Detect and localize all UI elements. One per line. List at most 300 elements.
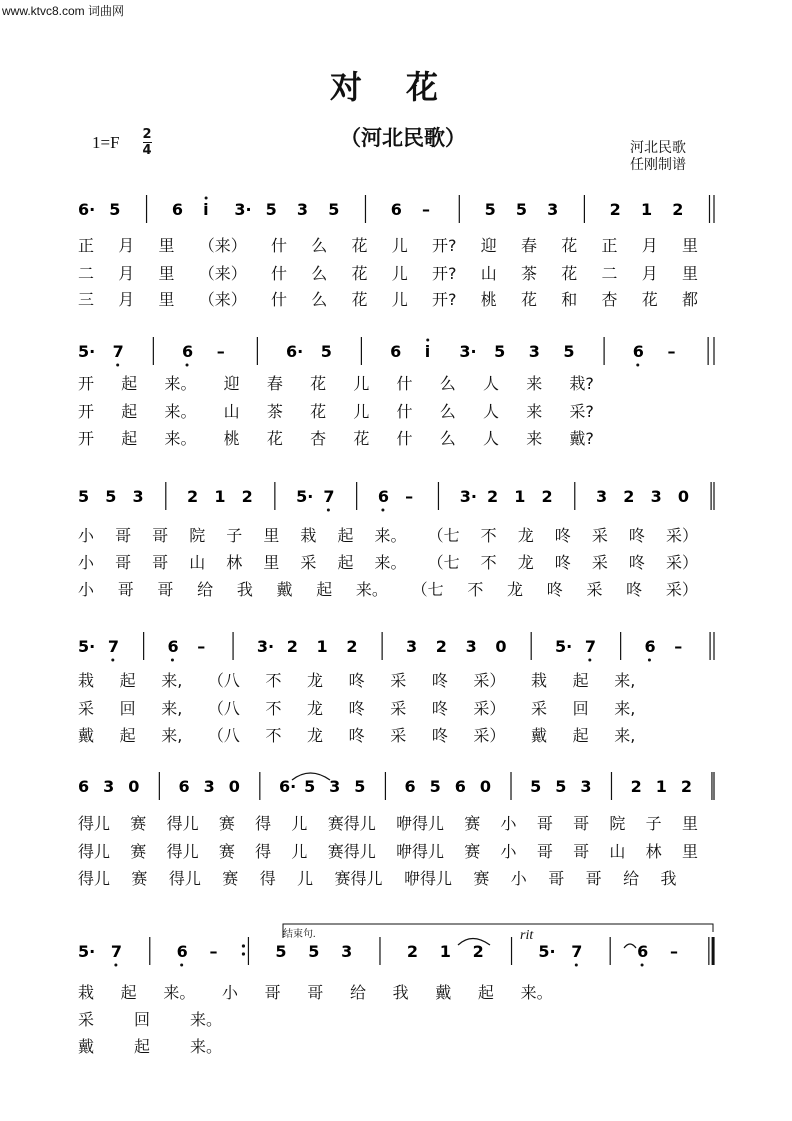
lyric-syllable: 来, (161, 671, 183, 690)
lyric-syllable: 来。 (189, 1010, 222, 1029)
lyric-syllable: 里 (263, 526, 280, 545)
note: i (203, 200, 209, 219)
key-signature: 1=F (92, 133, 120, 152)
lyric-syllable: 采 (390, 699, 407, 718)
lyric-syllable: 赛得儿 (334, 869, 383, 888)
lyric-syllable: 采） (665, 580, 698, 599)
lyric-syllable: 给 (623, 869, 640, 888)
lyric-syllable: 花 (310, 374, 327, 393)
lyric-syllable: 月 (118, 264, 135, 283)
lyric-syllable: 来, (614, 699, 636, 718)
lyric-syllable: 得儿 (78, 869, 111, 888)
lyric-syllable: 我 (392, 983, 409, 1002)
lyric-syllable: 月 (641, 264, 658, 283)
note: 3 (329, 777, 341, 796)
lyric-syllable: 子 (226, 526, 243, 545)
note: 5 (265, 200, 277, 219)
lyric-syllable: 哥 (117, 580, 134, 599)
note: 1 (640, 200, 653, 219)
lyric-line (78, 811, 698, 834)
lyric-syllable: 花 (266, 429, 283, 448)
note: 3 (132, 487, 144, 506)
lyric-syllable: 小 (221, 983, 238, 1002)
lyric-syllable: 来 (526, 402, 543, 421)
lyric-syllable: 咚 (431, 699, 448, 718)
lyric-syllable: 咚 (348, 699, 365, 718)
note: 6 (390, 342, 402, 361)
lyric-syllable: 采） (473, 699, 506, 718)
lyric-syllable: 咚 (626, 580, 643, 599)
note: 5 (530, 777, 542, 796)
lyric-syllable: 来。 (189, 1037, 222, 1056)
lyric-syllable: 来。 (163, 983, 196, 1002)
note: 0 (495, 637, 507, 656)
note: – (216, 342, 225, 361)
note: – (197, 637, 206, 656)
lyric-syllable: 儿 (391, 264, 408, 283)
note: 6 (182, 342, 194, 361)
lyric-syllable: 戴? (569, 429, 594, 448)
song-subtitle: （河北民歌） (340, 126, 466, 150)
lyric-syllable: 花 (561, 264, 578, 283)
lyric-syllable: 里 (158, 290, 175, 309)
site-watermark: www.ktvc8.com 词曲网 (2, 4, 125, 18)
note: 1 (316, 637, 328, 656)
octave-dot-low (588, 659, 591, 662)
lyric-syllable: 迎 (480, 236, 497, 255)
note: 6 (404, 777, 416, 796)
lyric-syllable: 二 (78, 264, 95, 283)
lyric-syllable: 么 (439, 429, 456, 448)
lyric-syllable: 么 (311, 236, 328, 255)
lyric-syllable: 起 (120, 983, 137, 1002)
note: 2 (472, 942, 484, 961)
lyric-syllable: 什 (271, 290, 288, 309)
note: 6 (176, 942, 188, 961)
lyric-syllable: 赛得儿 (327, 842, 376, 861)
lyric-syllable: （七 (411, 580, 444, 599)
lyric-syllable: 迎 (223, 374, 240, 393)
note: 3· (256, 637, 275, 656)
lyric-syllable: 采） (665, 526, 698, 545)
lyric-syllable: 哥 (152, 526, 169, 545)
lyric-syllable: 采） (473, 726, 506, 745)
lyric-syllable: 小 (78, 580, 95, 599)
lyric-syllable: 赛 (218, 814, 235, 833)
lyric-syllable: 林 (645, 842, 662, 861)
lyric-syllable: 采 (390, 726, 407, 745)
lyric-syllable: 咚 (546, 580, 563, 599)
lyric-syllable: 采 (300, 553, 317, 572)
lyric-syllable: 杏 (310, 429, 327, 448)
lyric-syllable: 赛得儿 (327, 814, 376, 833)
lyric-syllable: 山 (223, 402, 240, 421)
lyric-syllable: 小 (500, 842, 517, 861)
lyric-syllable: 来。 (355, 580, 388, 599)
lyric-syllable: 不 (265, 671, 282, 690)
lyric-syllable: 花 (310, 402, 327, 421)
note: 0 (479, 777, 492, 796)
repeat-dot (242, 952, 245, 955)
lyric-syllable: 春 (266, 374, 283, 393)
lyric-syllable: 龙 (517, 526, 534, 545)
lyric-syllable: 咚 (554, 553, 571, 572)
lyric-syllable: 哥 (536, 842, 553, 861)
note: 1 (214, 487, 226, 506)
lyric-syllable: 采） (665, 553, 698, 572)
lyric-syllable: 哥 (115, 553, 132, 572)
note: 1 (439, 942, 451, 961)
lyric-syllable: 咚 (628, 553, 645, 572)
lyric-syllable: 山 (609, 842, 626, 861)
lyric-line (78, 723, 635, 746)
octave-dot-low (116, 364, 119, 367)
lyric-syllable: 咚 (431, 671, 448, 690)
note: 7 (107, 637, 119, 656)
lyric-syllable: 戴 (531, 726, 548, 745)
lyric-syllable: 开? (432, 236, 457, 255)
note: 5 (275, 942, 287, 961)
note: 7 (112, 342, 124, 361)
lyric-syllable: 小 (78, 553, 95, 572)
note: 7 (323, 487, 335, 506)
note: 2 (630, 777, 642, 796)
note: – (422, 200, 431, 219)
lyric-line (78, 287, 698, 310)
note: 0 (128, 777, 140, 796)
note: i (424, 342, 431, 361)
lyric-syllable: 开? (432, 264, 457, 283)
lyric-syllable: 来。 (374, 526, 407, 545)
lyric-line (78, 866, 677, 889)
lyric-syllable: 儿 (297, 869, 314, 888)
note: 5 (109, 200, 121, 219)
note: 6 (454, 777, 466, 796)
ritardando-mark: rit (520, 928, 534, 943)
lyric-syllable: 院 (609, 814, 626, 833)
lyric-syllable: 起 (477, 983, 494, 1002)
lyric-line (78, 696, 635, 719)
lyric-syllable: 儿 (353, 402, 370, 421)
lyric-syllable: 都 (681, 290, 698, 309)
ending-label: 结束句. (283, 929, 316, 940)
note: – (209, 942, 218, 961)
note: 5· (296, 487, 314, 506)
lyric-syllable: 赛 (473, 869, 490, 888)
note: 7 (584, 637, 596, 656)
lyric-syllable: 山 (480, 264, 497, 283)
note: – (674, 637, 683, 656)
lyric-syllable: 得 (259, 869, 276, 888)
lyric-syllable: 哥 (307, 983, 324, 1002)
lyric-syllable: 栽 (300, 526, 317, 545)
lyric-syllable: 不 (480, 526, 497, 545)
lyric-syllable: 什 (396, 402, 413, 421)
note: 2 (187, 487, 199, 506)
lyric-syllable: 龙 (507, 580, 524, 599)
lyric-syllable: 咿得儿 (403, 869, 452, 888)
ending-bracket (283, 924, 713, 938)
lyric-syllable: 咚 (348, 726, 365, 745)
note: 2 (486, 487, 499, 506)
lyric-syllable: 回 (572, 699, 589, 718)
lyric-syllable: 院 (189, 526, 206, 545)
lyric-syllable: 么 (311, 264, 328, 283)
note: 5 (78, 487, 90, 506)
lyric-syllable: 来。 (374, 553, 407, 572)
lyric-syllable: 什 (271, 264, 288, 283)
lyric-syllable: 回 (133, 1010, 150, 1029)
lyric-syllable: 儿 (391, 236, 408, 255)
lyric-syllable: 得儿 (78, 814, 111, 833)
lyric-syllable: 山 (189, 553, 206, 572)
lyric-syllable: 赛 (130, 842, 147, 861)
note: 3 (203, 777, 215, 796)
fermata (624, 944, 636, 948)
lyric-syllable: 花 (520, 290, 537, 309)
note: 6· (278, 777, 297, 796)
lyric-syllable: 来。 (164, 374, 197, 393)
lyric-syllable: （七 (427, 526, 460, 545)
lyric-syllable: 来, (161, 699, 183, 718)
lyric-syllable: 三 (78, 290, 95, 309)
lyric-syllable: 哥 (264, 983, 281, 1002)
lyric-syllable: 花 (353, 429, 370, 448)
octave-dot-low (111, 659, 114, 662)
lyric-syllable: 里 (158, 236, 175, 255)
lyric-line (78, 426, 594, 449)
time-signature-bottom: 4 (142, 143, 152, 158)
lyric-syllable: 哥 (152, 553, 169, 572)
lyric-syllable: 得儿 (168, 869, 201, 888)
lyric-syllable: 起 (119, 671, 136, 690)
note: 3 (580, 777, 592, 796)
lyric-syllable: 不 (265, 699, 282, 718)
lyric-syllable: 来, (614, 726, 636, 745)
lyric-syllable: 起 (121, 374, 138, 393)
note: 5· (78, 637, 96, 656)
note: 7 (571, 942, 583, 961)
lyric-syllable: 花 (561, 236, 578, 255)
lyric-syllable: 花 (351, 264, 368, 283)
lyric-line (78, 1034, 222, 1057)
lyric-syllable: 么 (439, 374, 456, 393)
note: 6· (78, 200, 96, 219)
note: 5 (429, 777, 441, 796)
lyric-syllable: 人 (482, 429, 499, 448)
note: 6 (377, 487, 390, 506)
lyric-syllable: 采 (591, 553, 608, 572)
note: 5 (354, 777, 366, 796)
octave-dot-low (381, 509, 384, 512)
note: 5 (484, 200, 496, 219)
note: 3 (596, 487, 608, 506)
lyric-syllable: 不 (480, 553, 497, 572)
note: 6 (167, 637, 179, 656)
note: 3 (465, 637, 477, 656)
note: 2 (623, 487, 635, 506)
lyric-syllable: 来。 (520, 983, 553, 1002)
note: 3 (103, 777, 115, 796)
note: 6 (78, 777, 90, 796)
lyric-syllable: 开? (432, 290, 457, 309)
note: 3 (528, 342, 540, 361)
lyric-syllable: （来） (198, 290, 247, 309)
lyric-syllable: 不 (467, 580, 484, 599)
octave-dot-high (205, 197, 208, 200)
lyric-syllable: 采 (78, 1010, 95, 1029)
lyric-syllable: 哥 (157, 580, 174, 599)
lyric-syllable: 开 (78, 402, 95, 421)
lyric-syllable: 给 (349, 983, 366, 1002)
note: 6 (390, 200, 402, 219)
lyric-syllable: 人 (482, 402, 499, 421)
note: 6 (637, 942, 649, 961)
note: 2 (406, 942, 419, 961)
lyric-syllable: 采? (569, 402, 594, 421)
note: 2 (672, 200, 684, 219)
lyric-syllable: 栽 (531, 671, 548, 690)
note: 5 (515, 200, 527, 219)
lyric-syllable: 得儿 (166, 814, 199, 833)
lyric-syllable: 赛 (222, 869, 239, 888)
note: 5 (555, 777, 567, 796)
lyric-syllable: 咚 (431, 726, 448, 745)
lyric-syllable: 戴 (78, 1037, 95, 1056)
note: 2 (435, 637, 447, 656)
lyric-syllable: 哥 (548, 869, 565, 888)
lyric-syllable: 咚 (554, 526, 571, 545)
lyric-syllable: 赛 (464, 814, 481, 833)
lyric-syllable: 儿 (291, 814, 308, 833)
lyric-syllable: 花 (641, 290, 658, 309)
octave-dot-low (171, 659, 174, 662)
octave-dot-low (648, 659, 651, 662)
lyric-syllable: 赛 (130, 814, 147, 833)
note: 6 (632, 342, 644, 361)
lyric-syllable: 来 (526, 374, 543, 393)
lyric-syllable: 里 (681, 842, 698, 861)
note: 6 (644, 637, 656, 656)
note: 3· (459, 342, 477, 361)
lyric-syllable: 里 (263, 553, 280, 572)
lyric-syllable: 赛 (131, 869, 148, 888)
lyric-syllable: 哥 (115, 526, 132, 545)
lyric-syllable: 回 (119, 699, 136, 718)
lyric-syllable: 小 (78, 526, 95, 545)
credit-origin: 河北民歌 (630, 140, 686, 156)
song-title: 对花 (330, 68, 483, 106)
lyric-syllable: 龙 (307, 726, 324, 745)
note: 2 (680, 777, 692, 796)
lyric-line (78, 577, 698, 600)
octave-dot-low (575, 964, 578, 967)
note: 2 (286, 637, 298, 656)
lyric-line (78, 399, 594, 422)
lyric-syllable: 来, (614, 671, 636, 690)
lyric-line (78, 668, 635, 691)
lyric-line (78, 550, 698, 573)
lyric-syllable: 栽? (569, 374, 594, 393)
note: 3 (341, 942, 353, 961)
octave-dot-low (327, 509, 330, 512)
note: 3 (547, 200, 559, 219)
lyric-syllable: 采 (78, 699, 95, 718)
lyric-syllable: 春 (520, 236, 537, 255)
lyric-syllable: 赛 (464, 842, 481, 861)
lyric-syllable: 起 (337, 526, 354, 545)
lyric-syllable: 茶 (520, 264, 537, 283)
lyric-syllable: 月 (118, 236, 135, 255)
lyric-syllable: 戴 (435, 983, 452, 1002)
lyric-syllable: 戴 (276, 580, 293, 599)
lyric-syllable: 咚 (628, 526, 645, 545)
lyric-syllable: 采 (586, 580, 603, 599)
note: – (669, 942, 678, 961)
lyric-syllable: 么 (439, 402, 456, 421)
note: 5· (78, 942, 96, 961)
octave-dot-low (636, 364, 639, 367)
lyric-syllable: 正 (78, 236, 95, 255)
lyric-syllable: 栽 (78, 671, 95, 690)
note: 5 (308, 942, 320, 961)
lyric-syllable: 咿得儿 (395, 814, 444, 833)
lyric-syllable: 儿 (353, 374, 370, 393)
lyric-syllable: 开 (78, 429, 95, 448)
lyric-syllable: 不 (265, 726, 282, 745)
note: 5· (78, 342, 96, 361)
note: 5 (328, 200, 340, 219)
lyric-line (78, 980, 553, 1003)
note: 7 (110, 942, 123, 961)
lyric-syllable: 起 (337, 553, 354, 572)
note: 5 (494, 342, 506, 361)
octave-dot-high (426, 339, 429, 342)
octave-dot-low (114, 964, 117, 967)
lyric-line (78, 371, 594, 394)
lyric-syllable: 儿 (391, 290, 408, 309)
lyric-syllable: 龙 (517, 553, 534, 572)
lyric-syllable: 来 (526, 429, 543, 448)
note: 5 (304, 777, 316, 796)
lyric-syllable: 开 (78, 374, 95, 393)
lyric-syllable: 得儿 (78, 842, 111, 861)
lyric-syllable: 桃 (223, 429, 240, 448)
lyric-syllable: 么 (311, 290, 328, 309)
lyric-syllable: 采 (531, 699, 548, 718)
lyric-syllable: 杏 (601, 290, 618, 309)
lyric-syllable: 起 (572, 671, 589, 690)
note: 5· (555, 637, 573, 656)
lyric-syllable: 正 (601, 236, 618, 255)
lyric-syllable: 月 (118, 290, 135, 309)
repeat-dot (242, 944, 245, 947)
lyric-syllable: 起 (119, 726, 136, 745)
lyric-syllable: 花 (351, 236, 368, 255)
lyric-syllable: 人 (482, 374, 499, 393)
note: 1 (514, 487, 526, 506)
lyric-line (78, 261, 698, 284)
lyric-syllable: 二 (601, 264, 618, 283)
lyric-syllable: （八 (207, 671, 240, 690)
octave-dot-low (641, 964, 644, 967)
lyric-syllable: 哥 (536, 814, 553, 833)
note: 3 (650, 487, 662, 506)
note: 6 (178, 777, 190, 796)
lyric-syllable: 桃 (480, 290, 497, 309)
note: 3· (234, 200, 252, 219)
note: 3 (405, 637, 418, 656)
